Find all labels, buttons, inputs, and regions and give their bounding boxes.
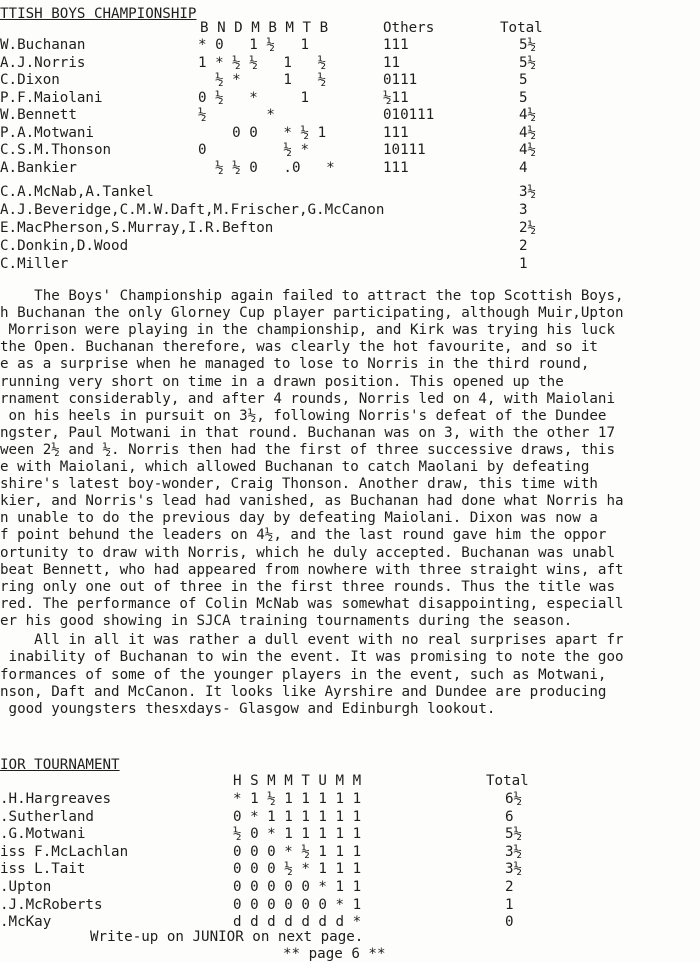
report-paragraph-line: red. The performance of Colin McNab was somewhat disappointing, especiall [0,595,624,612]
boys-table-row [0,90,700,108]
player-name: iss L.Tait [0,861,86,878]
report-paragraph-line: h Buchanan the only Glorney Cup player participating, although Muir,Upton [0,305,624,322]
junior-table-row [0,897,700,915]
group-total: 3 [519,202,528,218]
player-total: 6 [505,808,514,825]
crosstable-results: * 0 1 ½ 1 [198,37,310,53]
player-total: 6½ [505,791,523,807]
player-name: C.S.M.Thonson [0,142,112,158]
player-total: 5½ [519,37,537,53]
player-name: P.F.Maiolani [0,89,103,106]
player-name: C.Dixon [0,72,60,88]
player-name: .Upton [0,879,52,895]
report-paragraph-line: the Open. Buchanan therefore, was clearly the hot favourite, and so it [0,339,598,356]
summary-paragraph-line: formances of some of the younger players in the event, such as Motwani, [0,666,607,683]
player-total: 4 [519,159,528,176]
group-total: 2 [519,238,528,254]
report-paragraph-line: ring only one out of three in the first three rounds. Thus the title was [0,578,615,595]
crosstable-results: 0 0 0 ½ * 1 1 1 [233,861,362,878]
score-group-row [0,256,700,274]
junior-table-row [0,826,700,844]
group-total: 1 [519,256,528,272]
score-group-row [0,184,700,202]
boys-table-row [0,55,700,73]
player-name: W.Bennett [0,107,77,123]
boys-table-row [0,125,700,143]
crosstable-results: * 1 ½ 1 1 1 1 1 [233,791,362,807]
total-header: Total [500,20,543,36]
player-total: 5 [519,72,528,88]
player-name: .McKay [0,914,52,931]
player-name: A.Bankier [0,159,77,176]
crosstable-results: ½ 0 * 1 1 1 1 1 [233,826,362,843]
junior-col-heads: H S M M T U M M [233,773,362,789]
group-names: C.Donkin,D.Wood [0,238,129,254]
crosstable-results: 0 0 * ½ 1 [198,124,327,141]
junior-table-row [0,844,700,862]
group-names: C.Miller [0,256,69,272]
report-paragraph-line: f point behund the leaders on 4½, and the last round gave him the oppor [0,527,607,544]
report-paragraph-line: ngster, Paul Motwani in that round. Buchanan was on 3, with the other 17 [0,424,615,441]
other-results: ½11 [383,89,409,106]
crosstable-results: 0 ½ * 1 [198,89,310,106]
crosstable-results: d d d d d d d * [233,914,362,931]
report-paragraph-line: Morrison were playing in the championship, and Kirk was trying his luck [0,322,615,339]
player-total: 5½ [505,826,523,843]
report-paragraph-line: e as a surprise when he managed to lose to Norris in the third round, [0,356,590,373]
player-name: .G.Motwani [0,826,86,843]
report-paragraph-line: beat Bennett, who had appeared from nowhere with three straight wins, aft [0,561,624,578]
group-total: 3½ [519,184,537,200]
player-total: 0 [505,914,514,931]
player-total: 4½ [519,124,537,141]
player-total: 5½ [519,54,537,71]
boys-table-row [0,107,700,125]
other-results: 111 [383,37,409,53]
other-results: 11 [383,54,401,71]
crosstable-results: 0 0 0 * ½ 1 1 1 [233,843,362,860]
boys-col-heads: B N D M B M T B [200,20,329,36]
crosstable-results: 0 0 0 0 0 * 1 1 [233,879,362,895]
player-name: .Sutherland [0,808,94,825]
boys-table-row [0,142,700,160]
others-header: Others [383,20,435,36]
player-total: 2 [505,879,514,895]
crosstable-results: ½ * 1 ½ [198,72,327,88]
group-total: 2½ [519,220,537,236]
player-total: 4½ [519,107,537,123]
junior-section-title: IOR TOURNAMENT [0,757,120,773]
summary-paragraph-line: nson, Daft and McCanon. It looks like Ayrshire and Dundee are producing [0,683,607,700]
player-name: P.A.Motwani [0,124,94,141]
other-results: 10111 [383,142,426,158]
continuation-note: Write-up on JUNIOR on next page. [90,929,364,945]
report-paragraph-line: ween 2½ and ½. Norris then had the first of three successive draws, this [0,441,615,458]
report-paragraph-line: The Boys' Championship again failed to attract the top Scottish Boys, [0,288,624,304]
summary-paragraph-line: All in all it was rather a dull event with no real surprises apart fr [0,632,624,648]
other-results: 010111 [383,107,435,123]
score-group-row [0,220,700,238]
player-name: A.J.Norris [0,54,86,71]
report-paragraph-line: on his heels in pursuit on 3½, following Norris's defeat of the Dundee [0,407,607,424]
junior-table-row [0,809,700,827]
player-name: iss F.McLachlan [0,843,129,860]
player-total: 3½ [505,861,523,878]
group-names: A.J.Beveridge,C.M.W.Daft,M.Frischer,G.McCanon [0,202,385,218]
boys-section-title: TTISH BOYS CHAMPIONSHIP [0,6,197,22]
report-paragraph-line: e with Maiolani, which allowed Buchanan to catch Maolani by defeating [0,459,590,475]
player-total: 3½ [505,843,523,860]
player-name: W.Buchanan [0,37,86,53]
group-names: E.MacPherson,S.Murray,I.R.Befton [0,220,274,236]
boys-table-row [0,37,700,55]
boys-table-row [0,72,700,90]
summary-paragraph-line: inability of Buchanan to win the event. It was promising to note the goo [0,649,624,666]
crosstable-results: ½ * [198,107,275,123]
crosstable-results: 0 * 1 1 1 1 1 1 [233,808,362,825]
player-name: .H.Hargreaves [0,791,112,807]
junior-header-row [0,773,700,791]
boys-table-row [0,160,700,178]
report-paragraph-line: kier, and Norris's lead had vanished, as Buchanan had done what Norris ha [0,493,624,510]
other-results: 111 [383,159,409,176]
junior-table-row [0,861,700,879]
player-total: 5 [519,89,528,106]
report-paragraph-line: n unable to do the previous day by defeating Maiolani. Dixon was now a [0,510,598,527]
crosstable-results: 1 * ½ ½ 1 ½ [198,54,327,71]
crosstable-results: 0 0 0 0 0 0 * 1 [233,896,362,913]
summary-paragraph-line: good youngsters thesxdays- Glasgow and Edinburgh lookout. [0,701,496,718]
report-paragraph-line: rnament considerably, and after 4 rounds, Norris led on 4, with Maiolani [0,390,615,407]
boys-header-row [0,20,700,38]
score-group-row [0,238,700,256]
report-paragraph-line: ortunity to draw with Norris, which he duly accepted. Buchanan was unabl [0,544,615,561]
report-paragraph-line: er his good showing in SJCA training tournaments during the season. [0,612,573,629]
crosstable-results: 0 ½ * [198,142,310,158]
junior-table-row [0,879,700,897]
report-paragraph-line: shire's latest boy-wonder, Craig Thonson. Another draw, this time with [0,476,598,493]
group-names: C.A.McNab,A.Tankel [0,184,154,200]
page-number: ** page 6 ** [283,946,386,962]
junior-total-header: Total [486,773,529,789]
report-paragraph-line: running very short on time in a drawn position. This opened up the [0,373,564,390]
other-results: 111 [383,124,409,141]
player-name: .J.McRoberts [0,896,103,913]
other-results: 0111 [383,72,418,88]
junior-table-row [0,791,700,809]
player-total: 1 [505,896,514,913]
score-group-row [0,202,700,220]
crosstable-results: ½ ½ 0 .0 * [198,159,335,176]
player-total: 4½ [519,142,537,158]
